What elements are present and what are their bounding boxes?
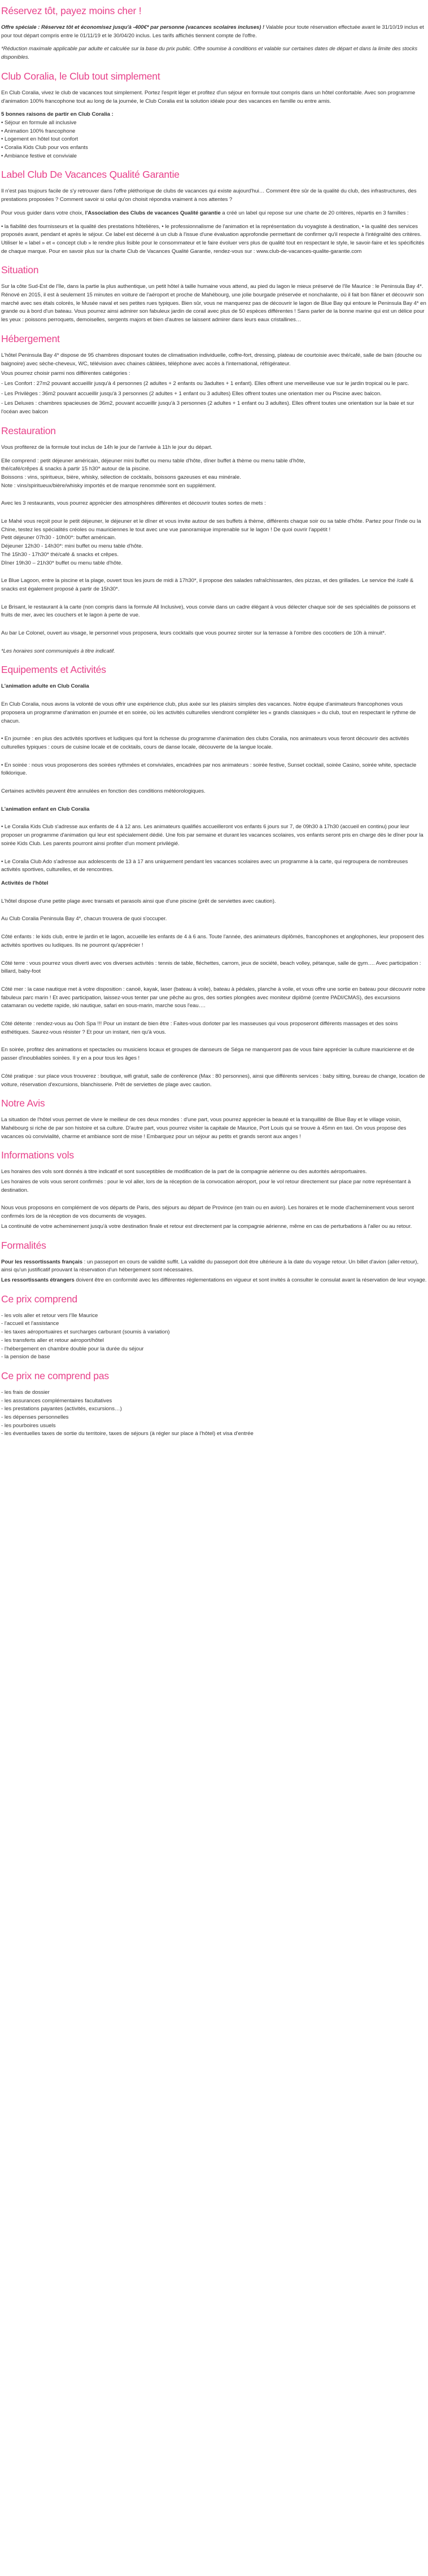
restauration-inclusions [1,457,427,491]
hebergement-categories: Vous pourrez choisir parmi nos différentes catégories : [1,370,130,377]
section-title-situation: Situation [1,264,39,276]
list-item: - l'accueil et l'assistance [1,1320,59,1327]
hotel-plage: L'hôtel dispose d'une petite plage avec transats et parasols ainsi que d'une piscine (prêt de serviettes avec caution). [1,898,276,904]
hebergement-intro: L'hôtel Peninsula Bay 4* dispose de 95 chambres disposant toutes de climatisation individuelle, coffre-fort, dressing, plateau de courtoisie avec thé/café, salle de bain (douche ou baignoire) avec sèche-cheveux, WC, télévision avec chaines câblées, téléphone avec accès à l'international, réfrigérateur. [1,352,422,367]
club-ado-text: • Le Coralia Club Ado s'adresse aux adolescents de 13 à 17 ans uniquement pendant les vacances scolaires avec un programme à la carte, qui regroupera de nombreuses activités sportives, culturelles, et de rencontres. [1,858,408,873]
formalites-francais-text: : un passeport en cours de validité suffit. La validité du passeport doit être ultérieure à la date du voyage retour. Un billet d'avion (aller-retour), ainsi qu'un justificatif prouvant la réservation d'un hébergement sont nécessaires. [1,1258,419,1274]
list-item: Petit déjeuner 07h30 - 10h00*: buffet américain. [1,535,116,541]
section-title-equipements: Equipements et Activités [1,664,106,676]
horaires-note: *Les horaires sont communiqués à titre indicatif. [1,648,115,654]
kids-club-text: • Le Coralia Kids Club s'adresse aux enfants de 4 à 12 ans. Les animateurs qualifiés accueilleront vos enfants 6 jours sur 7, de 09h30 à 17h30 (accueil en continu) pour leur proposer un programme d'animation qui leur est spécialement dédié. Une fois par semaine et durant les vacances scolaires, vos enfants seront pris en charge dès le dîner pour la soirée Kids Club. Les parents pourront ainsi profiter d'un moment privilégié. [1,824,423,847]
label-intro: Il n'est pas toujours facile de s'y retrouver dans l'offre pléthorique de clubs de vacances qui existe aujourd'hui… Comment être sûr de la qualité du club, des infrastructures, des prestations proposées ? Comment savoir si celui qu'on choisit répondra vraiment à nos attentes ? [1,188,417,203]
section-title-prix-comprend: Ce prix comprend [1,1293,77,1305]
room-deluxe: - Les Deluxes : chambres spacieuses de 36m2, pouvant accueillir jusqu'à 3 personnes (2 adultes + 1 enfant ou 3 adultes). Elles offrent toutes une orientation sur la baie et sur l'océan avec balcon [1,400,414,416]
bar-colonel: Au bar Le Colonel, ouvert au visage, le personnel vous proposera, leurs cocktails que vous pourrez siroter sur la terrasse à l'ombre des cocotiers de 10h à minuit*. [1,630,386,637]
avis-text: La situation de l'hôtel vous permet de vivre le meilleur de ces deux mondes : d'une part, vous pourrez apprécier la beauté et la tranquillité de Blue Bay et le village voisin, Mahébourg si riche de par son histoire et sa culture. D'autre part, vous pourrez visiter la capitale de Maurice, Port Louis qui se trouve à 45mn en taxi. On vous propose des vacances où convivialité, charme et ambiance sont de mise ! Embarquez pour un séjour au petits et grands seront aux anges ! [1,1117,407,1140]
animation-adulte-intro: En Club Coralia, nous avons la volonté de vous offrir une expérience club, plus axée sur les plaisirs simples des vacances. Notre équipe d'animateurs francophones vous proposera un programme d'animation en journée et en soirée, où les activités culturelles viendront compléter les « grands classiques » du club, tout en respectant le rythme de chacun. [1,701,416,724]
label-guide [1,209,427,218]
formalites-etrangers [1,1276,427,1285]
prix-ne-comprend-pas-list [1,1389,427,1438]
list-item: Le Mahé vous reçoit pour le petit déjeuner, le déjeuner et le dîner et vous invite autour de ses buffets à thème, différents chaque soir ou sa table d'hôte. Partez pour l'Inde ou la Chine, testez les spécialités créoles ou mauriciennes le tout avec une vue panoramique imprenable sur le lagon ! De quoi ouvrir l'appétit ! [1,518,421,533]
list-item: - les pourboires usuels [1,1422,56,1429]
soiree-text: En soirée, profitez des animations et spectacles ou musiciens locaux et groupes de danseurs de Séga ne manqueront pas de vous faire apprécier la culture mauricienne et de passer d'inoubliables soirées. Il y en a pour tous les âges ! [1,1047,414,1062]
cote-mer: Côté mer : la case nautique met à votre disposition : canoë, kayak, laser (bateau à voile), bateau à pédales, planche à voile, et vous offre une sortie en bateau pour découvrir notre fabuleux parc marin ! Et avec participation, laissez-vous tenter par une pêche au gros, des sorties plongées avec moniteur diplômé (centre PADI/CMAS), des excursions catamaran ou vedette rapide, ski nautique, safari en sous-marin, marche sous l'eau…. [1,986,426,1009]
cote-enfants: Côté enfants : le kids club, entre le jardin et le lagon, accueille les enfants de 4 à 6 ans. Toute l'année, des animateurs diplômés, francophones et anglophones, leur proposent des activités sportives ou ludiques. Ils ne pourront qu'apprécier ! [1,934,424,948]
restaurant-brisant: Le Brisant, le restaurant à la carte (non compris dans la formule All Inclusive), vous convie dans un cadre élégant à vous délecter chaque soir de ses spécialités de poissons et fruits de mer, avec les couchers et le lagon à perte de vue. [1,603,416,619]
list-item: Déjeuner 12h30 - 14h30*: mini buffet ou menu table d'hôte. [1,543,143,550]
vols-province: Nous vous proposons en complément de vos départs de Paris, des séjours au départ de Province (en train ou en avion). Les horaires et le mode d'acheminement vous seront confirmés lors de la réception de vos documents de voyages. [1,1205,414,1220]
label-guide-a: Pour vous guider dans votre choix, [1,209,85,216]
list-item: Thé 15h30 - 17h30* thé/café & snacks et crêpes. [1,551,119,558]
list-item: • Ambiance festive et conviviale [1,152,77,159]
list-item: - les transferts aller et retour aéroport/hôtel [1,1337,104,1344]
section-title-label: Label Club De Vacances Qualité Garantie [1,169,180,181]
formalites-francais-label: Pour les ressortissants français [1,1258,82,1265]
list-item: thé/café/crêpes & snacks à partir 15 h30* autour de la piscine. [1,466,150,473]
list-item: - les assurances complémentaires facultatives [1,1397,112,1404]
vols-continuite: La continuité de votre acheminement jusqu'à votre destination finale et retour est directement par la compagnie aérienne, même en cas de perturbations à l'aller ou au retour. [1,1223,412,1230]
list-item: • Animation 100% francophone [1,128,76,134]
list-item: • Séjour en formule all inclusive [1,119,77,126]
offer-text: Valable pour toute réservation effectuée avant le 31/10/19 inclus et pour tout départ compris entre le 01/11/19 et le 30/04/20 inclus. Les tarifs affichés tiennent compte de l'offre. [1,24,424,39]
cote-detente: Côté détente : rendez-vous au Ooh Spa !!! Pour un instant de bien être : Faites-vous dorloter par les masseuses qui vous proposeront différents massages et des soins esthétiques. Saurez-vous résister ? Et pour un instant, rien qu'à vous. [1,1021,398,1035]
section-title-prix-ne-comprend-pas: Ce prix ne comprend pas [1,1370,109,1381]
section-title-avis: Notre Avis [1,1097,45,1109]
list-item: - les vols aller et retour vers l'île Maurice [1,1312,98,1319]
restaurants-intro: Avec les 3 restaurants, vous pourrez apprécier des atmosphères différentes et découvrir toutes sortes de mets : [1,500,266,507]
room-privilege: - Les Privilèges : 36m2 pouvant accueillir jusqu'à 3 personnes (2 adultes + 1 enfant ou 3 adultes) Elles offrent toutes une orientation mer ou Piscine avec balcon. [1,390,382,397]
restaurant-mahe [1,518,427,567]
section-title-reservez: Réservez tôt, payez moins cher ! [1,5,142,16]
list-item: - les prestations payantes (activités, excursions…) [1,1406,122,1412]
list-item: - la pension de base [1,1354,50,1361]
section-title-club: Club Coralia, le Club tout simplement [1,70,160,82]
offer-paragraph [1,24,427,40]
animation-journee: • En journée : en plus des activités sportives et ludiques qui font la richesse du programme d'animation des clubs Coralia, nos animateurs vous feront découvrir des activités culturelles typiques : cours de cuisine locale et de cocktails, cours de danse locale, découverte de la langue locale. [1,736,409,750]
club-intro: En Club Coralia, vivez le club de vacances tout simplement. Portez l'esprit léger et profitez d'un séjour en formule tout compris dans un hôtel confortable. Avec son programme d'animation 100% francophone tout au long de la journée, le Club Coralia est la solution idéale pour des vacances en famille ou entre amis. [1,89,416,104]
animation-meteo-note: Certaines activités peuvent être annulées en fonction des conditions météorologiques. [1,788,206,795]
list-item: Note : vins/spiritueux/bière/whisky importés et de marque renommée sont en supplément. [1,482,216,489]
vols-confirmation: Les horaires de vols vous seront confirmés : pour le vol aller, lors de la réception de la convocation aéroport, pour le vol retour directement sur place par notre représentant à destination. [1,1179,411,1193]
subheading-animation-adulte: L'animation adulte en Club Coralia [1,683,89,690]
formalites-etrangers-text: doivent être en conformité avec les différentes réglementations en vigueur et sont invités à consulter le consulat avant la réservation de leur voyage. [74,1276,427,1283]
list-item: Elle comprend : petit déjeuner américain, déjeuner mini buffet ou menu table d'hôte, dîner buffet à thème ou menu table d'hôte, [1,457,305,464]
label-criteria: • la fiabilité des fournisseurs et la qualité des prestations hôtelières, • le professionnalisme de l'animation et la représentation du voyagiste à destination, • la qualité des services proposés avant, pendant et après le séjour. Ce label est décerné à un club à l'issue d'une évaluation approfondie permettant de confirmer qu'il respecte à l'intégralité des critères. Utiliser le « label » et « concept club » le rendre plus lisible pour le consommateur et le faire évoluer vers plus de qualité tout en respectant le style, le savoir-faire et les spécificités de chaque marque. Pour en savoir plus sur la charte Club de Vacances Qualité Garantie, rendez-vous sur : www.club-de-vacances-qualite-garantie.com [1,223,425,255]
association-name: l'Association des Clubs de vacances Qualité garantie [85,209,221,216]
formalites-etrangers-label: Les ressortissants étrangers [1,1276,75,1283]
offer-conditions: *Réduction maximale applicable par adulte et calculée sur la base du prix public. Offre soumise à conditions et valable sur certaines dates de départ et dans la limite des stocks disponibles. [1,46,418,61]
hotel-chacun: Au Club Coralia Peninsula Bay 4*, chacun trouvera de quoi s'occuper. [1,916,167,922]
list-item: - l'hébergement en chambre double pour la durée du séjour [1,1345,144,1352]
formalites-francais [1,1258,427,1275]
vols-horaires: Les horaires des vols sont donnés à titre indicatif et sont susceptibles de modification de la part de la compagnie aérienne ou des autorités aéroportuaires. [1,1169,367,1175]
list-item: - les taxes aéroportuaires et surcharges carburant (soumis à variation) [1,1329,170,1336]
reasons-list [1,111,427,160]
situation-text: Sur la côte Sud-Est de l'île, dans la partie la plus authentique, un petit hôtel à taille humaine vous attend, au pied du lagon le mieux préservé de l'île Maurice : le Peninsula Bay 4*. Rénové en 2015, il est à seulement 15 minutes en voiture de l'aéroport et proche de Mahébourg, une jolie bourgade préservée et nonchalante, où il fait bon flâner et découvrir son marché avec ses étals colorés, le Musée naval et ses petites rues typiques. Bien sûr, vous ne manquerez pas de découvrir le lagon de Blue Bay qui entoure le Peninsula Bay 4* en grande ou à bord d'un bateau. Vous pourrez ainsi admirer son fabuleux jardin de corail avec plus de 50 espèces différentes ! Sans parler de la bonne marine qui est un délice pour les yeux : poissons perroquets, demoiselles, sergents majors et bien d'autres se laissent admirer dans leurs eaux cristallines… [1,283,426,323]
restaurant-blue-lagoon: Le Blue Lagoon, entre la piscine et la plage, ouvert tous les jours de midi à 17h30*, il propose des salades rafraîchissantes, des pizzas, et des grillades. Le service thé /café & snacks est également proposé à partir de 15h30*. [1,578,414,592]
list-item: - les éventuelles taxes de sortie du territoire, taxes de séjours (à régler sur place à l'hôtel) et visa d'entrée [1,1431,254,1437]
section-title-formalites: Formalités [1,1239,46,1251]
list-item: - les frais de dossier [1,1389,50,1396]
offer-label: Offre spéciale : Réservez tôt et économisez jusqu'à -400€* par personne (vacances scolaires incluses) ! [1,24,265,30]
list-item: • Logement en hôtel tout confort [1,136,78,143]
cote-pratique: Côté pratique : sur place vous trouverez : boutique, wifi gratuit, salle de conférence (Max : 80 personnes), ainsi que différents services : baby sitting, bureau de change, location de voiture, réservation d'excursions, blanchisserie. Prêt de serviettes de plage avec caution. [1,1073,425,1088]
section-title-restauration: Restauration [1,425,56,436]
section-title-vols: Informations vols [1,1149,74,1161]
cote-terre: Côté terre : vous pourrez vous diverti avec vos diverses activités : tennis de table, fléchettes, carrom, jeux de société, beach volley, pétanque, salle de gym…. Avec participation : billard, baby-foot [1,960,421,975]
animation-soiree: • En soirée : nous vous proposerons des soirées rythmées et conviviales, encadrées par nos animateurs : soirée festive, Sunset cocktail, soirée Casino, soirée white, spectacle folklorique. [1,762,417,777]
list-item: • Coralia Kids Club pour vos enfants [1,145,88,151]
label-guide-c: a créé un label qui repose sur une charte de 20 critères, répartis en 3 familles : [220,209,409,216]
prix-comprend-list [1,1312,427,1362]
reasons-title: 5 bonnes raisons de partir en Club Coralia : [1,111,113,118]
restauration-formula: Vous profiterez de la formule tout inclus de 14h le jour de l'arrivée à 11h le jour du départ. [1,444,213,451]
subheading-animation-enfant: L'animation enfant en Club Coralia [1,806,90,812]
section-title-hebergement: Hébergement [1,333,60,344]
subheading-activites-hotel: Activités de l'hôtel [1,880,49,886]
list-item: - les dépenses personnelles [1,1414,69,1421]
list-item: Boissons : vins, spiritueux, bière, whisky, sélection de cocktails, boissons gazeuses et eau minérale. [1,474,241,480]
list-item: Dîner 19h30 – 21h30* buffet ou menu table d'hôte. [1,559,123,566]
room-confort: - Les Confort : 27m2 pouvant accueillir jusqu'à 4 personnes (2 adultes + 2 enfants ou 3adultes + 1 enfant). Elles offrent une merveilleuse vue sur le jardin tropical ou le parc. [1,380,409,387]
